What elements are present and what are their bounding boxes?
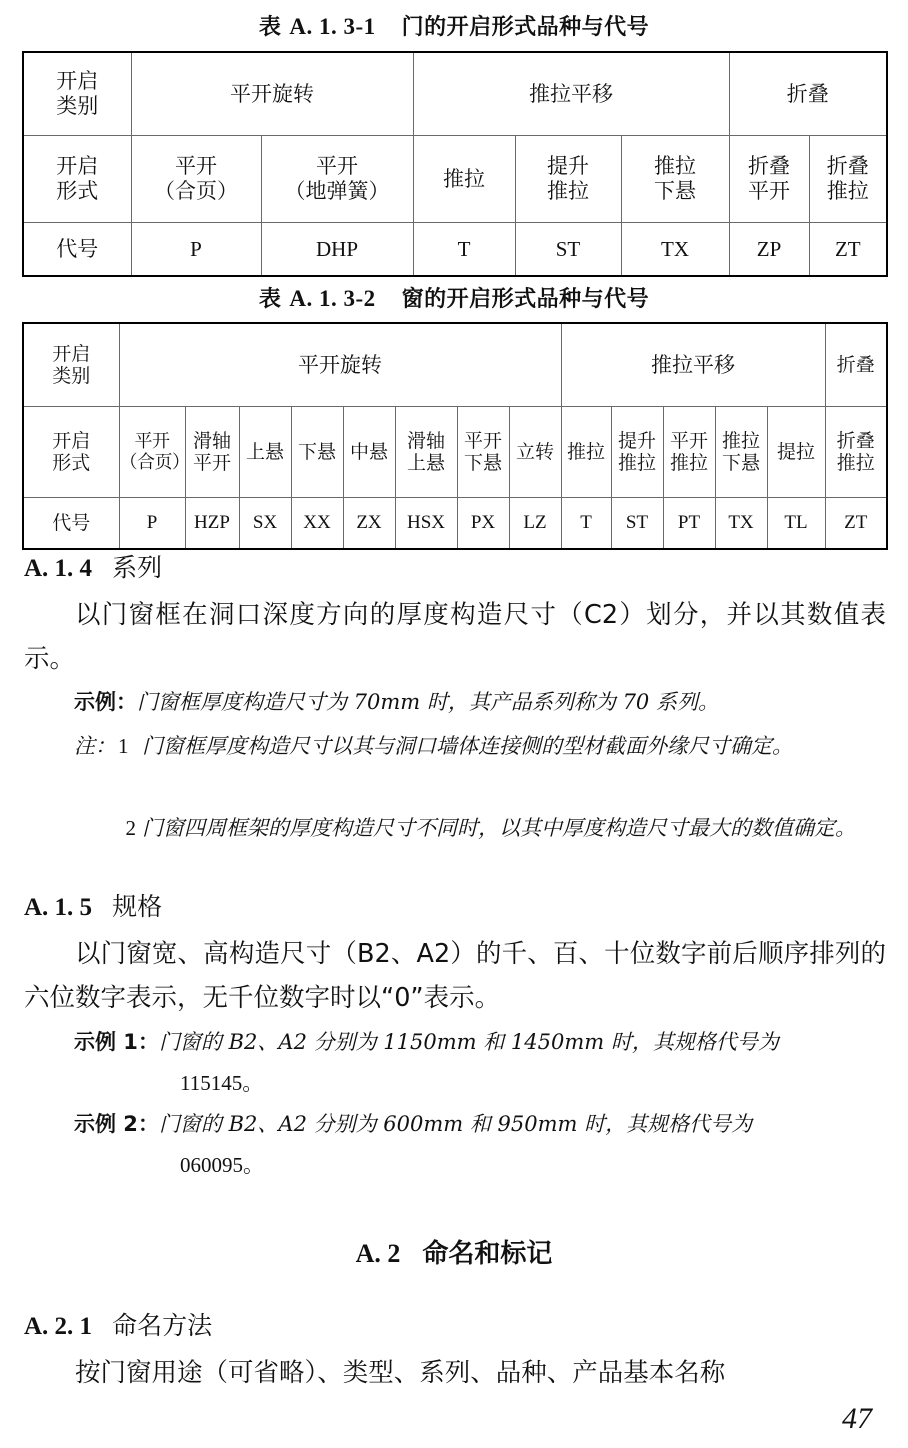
- table-2-form-2: 上悬: [239, 407, 291, 498]
- section-heading-a-1-5: [24, 887, 162, 923]
- table-2-form-10: 平开 推拉: [663, 407, 715, 498]
- section-a-2-1-number: A. 2. 1: [24, 1313, 93, 1340]
- table-1-caption-lead: 表: [258, 15, 282, 40]
- table-2-row-form: [23, 407, 887, 498]
- table-2-form-9: 提升 推拉: [611, 407, 663, 498]
- section-a-1-4-example: [74, 682, 886, 723]
- section-heading-a-2: [0, 1233, 908, 1270]
- section-a-1-5-example-2: [74, 1104, 886, 1145]
- table-1-label-category-line2: 类别: [56, 94, 99, 118]
- table-1-form-1: 平开 （地弹簧）: [261, 136, 413, 223]
- table-2-label-category-line1: 开启: [52, 342, 91, 365]
- table-2-label-form: [23, 407, 119, 498]
- table-1-row-category: [23, 52, 887, 136]
- note-marker-1: [74, 726, 142, 767]
- note-text-2: 门窗四周框架的厚度构造尺寸不同时，以其中厚度构造尺寸最大的数值确定。: [142, 816, 856, 840]
- table-2-form-6: 平开 下悬: [457, 407, 509, 498]
- table-1-caption: [0, 10, 908, 41]
- table-2-group-0: 平开旋转: [119, 323, 561, 407]
- table-2-label-code: 代号: [23, 498, 119, 550]
- table-2-code-4: ZX: [343, 498, 395, 550]
- table-2-form-4: 中悬: [343, 407, 395, 498]
- table-1-row-code: [23, 223, 887, 277]
- example-text: 门窗框厚度构造尺寸为 70mm 时，其产品系列称为 70 系列。: [137, 690, 719, 714]
- table-2-label-form-line1: 开启: [52, 429, 91, 452]
- table-2-code-13: ZT: [825, 498, 887, 550]
- table-2-label-form-line2: 形式: [52, 452, 91, 474]
- example-2-label: 示例 2: [74, 1112, 138, 1136]
- table-1-form-2: 推拉: [413, 136, 515, 223]
- table-1-label-form: [23, 136, 131, 223]
- example-separator: ：: [116, 690, 137, 714]
- table-2-container: [22, 322, 888, 550]
- table-2-code-1: HZP: [185, 498, 239, 550]
- example-1-continuation: 115145。: [180, 1071, 264, 1095]
- section-a-1-4-body: 以门窗框在洞口深度方向的厚度构造尺寸（C2）划分，并以其数值表示。: [24, 600, 886, 674]
- table-2-form-1: 滑轴 平开: [185, 407, 239, 498]
- section-a-2-1-title: 命名方法: [112, 1311, 213, 1340]
- table-2-label-category: [23, 323, 119, 407]
- table-1-code-6: ZT: [809, 223, 887, 277]
- table-2: [22, 322, 888, 550]
- section-a-1-5-number: A. 1. 5: [24, 894, 93, 921]
- table-1-code-3: ST: [515, 223, 621, 277]
- table-2-code-12: TL: [767, 498, 825, 550]
- table-2-form-3: 下悬: [291, 407, 343, 498]
- table-2-form-13: 折叠 推拉: [825, 407, 887, 498]
- section-a-2-title: 命名和标记: [422, 1239, 553, 1269]
- note-text-1: 门窗框厚度构造尺寸以其与洞口墙体连接侧的型材截面外缘尺寸确定。: [142, 734, 793, 758]
- table-2-group-1: 推拉平移: [561, 323, 825, 407]
- section-a-1-5-example-1: [74, 1022, 886, 1063]
- table-1-container: [22, 51, 888, 277]
- table-1-group-1: 推拉平移: [413, 52, 729, 136]
- table-1-form-0: 平开 （合页）: [131, 136, 261, 223]
- section-a-1-5-title: 规格: [112, 892, 163, 921]
- table-1-form-4: 推拉 下悬: [621, 136, 729, 223]
- notes-label: 注: [74, 734, 95, 758]
- table-2-code-6: PX: [457, 498, 509, 550]
- table-1-form-5: 折叠 平开: [729, 136, 809, 223]
- table-2-caption-number: A. 1. 3-2: [289, 286, 376, 311]
- table-1-label-form-line2: 形式: [56, 179, 99, 203]
- table-2-code-8: T: [561, 498, 611, 550]
- table-2-row-code: [23, 498, 887, 550]
- section-a-1-4-title: 系列: [112, 553, 163, 582]
- table-2-form-12: 提拉: [767, 407, 825, 498]
- note-marker-2: [74, 808, 142, 849]
- table-2-caption: [0, 282, 908, 313]
- section-a-1-4-number: A. 1. 4: [24, 555, 93, 582]
- table-2-form-5: 滑轴 上悬: [395, 407, 457, 498]
- example-1-label: 示例 1: [74, 1030, 138, 1054]
- example-label: 示例: [74, 690, 116, 714]
- table-1-label-category: [23, 52, 131, 136]
- section-heading-a-1-4: [24, 548, 162, 584]
- section-a-1-5-example-2-cont: [180, 1145, 886, 1186]
- section-a-2-number: A. 2: [355, 1239, 401, 1268]
- section-a-1-4-note-1: [74, 726, 886, 767]
- table-1-label-code: 代号: [23, 223, 131, 277]
- table-1-group-2: 折叠: [729, 52, 887, 136]
- note-number-1: 1: [118, 734, 129, 758]
- table-2-code-10: PT: [663, 498, 715, 550]
- table-2-code-2: SX: [239, 498, 291, 550]
- table-2-row-category: [23, 323, 887, 407]
- table-1-form-3: 提升 推拉: [515, 136, 621, 223]
- example-2-continuation: 060095。: [180, 1153, 264, 1177]
- table-1-caption-number: A. 1. 3-1: [289, 14, 376, 39]
- table-2-form-8: 推拉: [561, 407, 611, 498]
- table-1-code-0: P: [131, 223, 261, 277]
- table-2-code-7: LZ: [509, 498, 561, 550]
- table-1-group-0: 平开旋转: [131, 52, 413, 136]
- note-number-2: 2: [125, 816, 136, 840]
- table-1: [22, 51, 888, 277]
- section-a-2-1-body: 按门窗用途（可省略）、类型、系列、品种、产品基本名称: [75, 1358, 726, 1388]
- table-2-code-3: XX: [291, 498, 343, 550]
- table-2-caption-title: 窗的开启形式品种与代号: [401, 287, 650, 312]
- table-2-form-11: 推拉 下悬: [715, 407, 767, 498]
- table-1-caption-title: 门的开启形式品种与代号: [401, 15, 650, 40]
- table-2-code-0: P: [119, 498, 185, 550]
- table-2-form-0: 平开 （合页）: [119, 407, 185, 498]
- page-number: 47: [842, 1402, 872, 1435]
- table-1-label-form-line1: 开启: [56, 154, 99, 179]
- example-2-separator: ：: [137, 1112, 159, 1136]
- section-a-1-5-example-1-cont: [180, 1063, 886, 1104]
- table-1-label-category-line1: 开启: [56, 69, 99, 94]
- example-1-text: 门窗的 B2、A2 分别为 1150mm 和 1450mm 时，其规格代号为: [158, 1030, 779, 1054]
- example-1-separator: ：: [137, 1030, 159, 1054]
- table-1-code-1: DHP: [261, 223, 413, 277]
- table-2-code-5: HSX: [395, 498, 457, 550]
- table-2-group-2: 折叠: [825, 323, 887, 407]
- notes-separator: ：: [95, 734, 116, 758]
- table-1-code-4: TX: [621, 223, 729, 277]
- example-2-text: 门窗的 B2、A2 分别为 600mm 和 950mm 时，其规格代号为: [158, 1112, 753, 1136]
- table-1-code-2: T: [413, 223, 515, 277]
- table-2-form-7: 立转: [509, 407, 561, 498]
- table-2-caption-lead: 表: [258, 287, 282, 312]
- section-heading-a-2-1: [24, 1306, 212, 1342]
- section-a-1-5-body: 以门窗宽、高构造尺寸（B2、A2）的千、百、十位数字前后顺序排列的六位数字表示，无千位数字时以“0”表示。: [24, 939, 886, 1013]
- table-1-code-5: ZP: [729, 223, 809, 277]
- section-a-1-4-note-2: [74, 808, 886, 849]
- table-2-code-11: TX: [715, 498, 767, 550]
- table-2-label-category-line2: 类别: [52, 365, 91, 387]
- table-2-code-9: ST: [611, 498, 663, 550]
- table-1-form-6: 折叠 推拉: [809, 136, 887, 223]
- table-1-row-form: [23, 136, 887, 223]
